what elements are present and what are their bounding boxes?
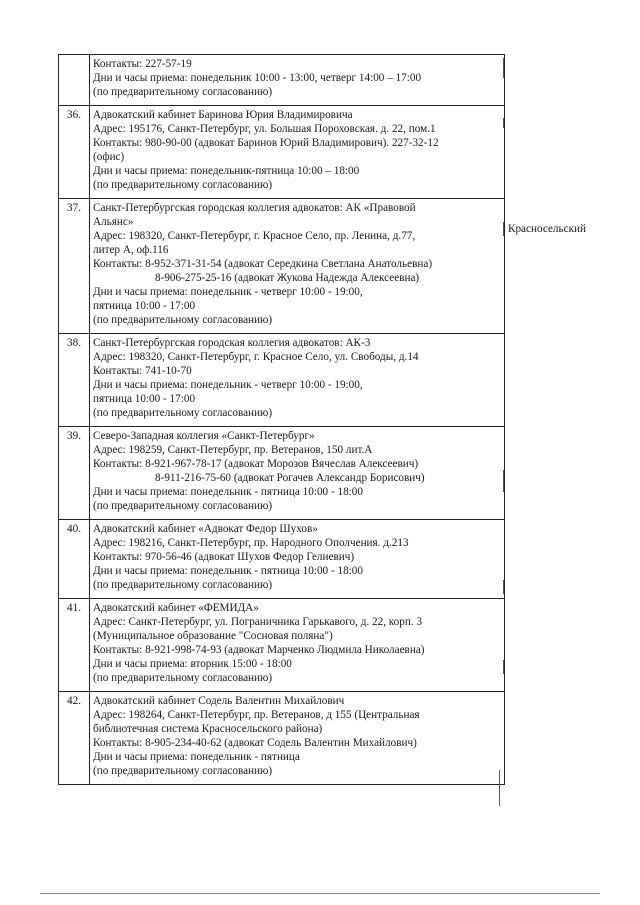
entry-line: (по предварительному согласованию) (93, 672, 273, 684)
entry-number: 38. (59, 334, 90, 427)
entry-line: литер А, оф.116 (93, 244, 169, 256)
entry-line: (по предварительному согласованию) (93, 314, 273, 326)
entry-number: 40. (59, 520, 90, 599)
entry-line: Дни и часы приема: понедельник-пятница 10:00 – 18:00 (93, 165, 360, 177)
entry-line: (по предварительному согласованию) (93, 579, 273, 591)
entry-line: (по предварительному согласованию) (93, 86, 273, 98)
entry-line: Адрес: Санкт-Петербург, ул. Пограничника Гарькавого, д. 22, корп. 3 (93, 616, 423, 628)
entry-details (90, 106, 505, 199)
table-row (59, 599, 505, 692)
entry-line: (по предварительному согласованию) (93, 407, 273, 419)
entry-line: (Муниципальное образование "Сосновая поляна") (93, 630, 333, 642)
entry-line: Адрес: 198264, Санкт-Петербург, пр. Ветеранов, д 155 (Центральная (93, 709, 420, 721)
scan-line (503, 118, 504, 128)
entry-details (90, 692, 505, 785)
scan-line (499, 770, 500, 806)
entry-line: Дни и часы приема: понедельник - пятница 10:00 - 18:00 (93, 565, 363, 577)
entry-line: Контакты: 8-905-234-40-62 (адвокат Содель Валентин Михайлович) (93, 737, 417, 749)
entry-line: Адвокатский кабинет Содель Валентин Михайлович (93, 695, 345, 707)
entry-line: Адрес: 198320, Санкт-Петербург, г. Красное Село, пр. Ленина, д.77, (93, 230, 416, 242)
entry-line: Адрес: 198216, Санкт-Петербург, пр. Народного Ополчения. д.213 (93, 537, 409, 549)
entry-line: Контакты: 741-10-70 (93, 365, 192, 377)
entry-number (59, 55, 90, 106)
entry-line: (по предварительному согласованию) (93, 179, 273, 191)
entry-number: 37. (59, 199, 90, 334)
table-row (59, 427, 505, 520)
entry-line: пятница 10:00 - 17:00 (93, 393, 196, 405)
lawyers-table (58, 54, 505, 785)
entry-number: 39. (59, 427, 90, 520)
entry-line: Северо-Западная коллегия «Санкт-Петербург» (93, 430, 315, 442)
entry-line: 8-911-216-75-60 (адвокат Рогачев Александр Борисович) (155, 472, 425, 484)
entry-line: Дни и часы приема: понедельник - четверг 10:00 - 19:00, (93, 379, 363, 391)
entry-number: 41. (59, 599, 90, 692)
entry-line: Адрес: 198320, Санкт-Петербург, г. Красное Село, ул. Свободы, д.14 (93, 351, 419, 363)
entry-number: 42. (59, 692, 90, 785)
entry-line: Контакты: 8-952-371-31-54 (адвокат Середкина Светлана Анатольевна) (93, 258, 433, 270)
table-row (59, 520, 505, 599)
page-bottom-rule (40, 893, 600, 894)
scan-line (503, 660, 504, 674)
table-row (59, 199, 505, 334)
entry-line: Контакты: 227-57-19 (93, 58, 192, 70)
scan-line (503, 580, 504, 594)
entry-number: 36. (59, 106, 90, 199)
scan-line (503, 470, 504, 492)
entry-details (90, 427, 505, 520)
entry-line: (по предварительному согласованию) (93, 765, 273, 777)
entry-line: Санкт-Петербургская городская коллегия адвокатов: АК-3 (93, 337, 371, 349)
entry-line: (по предварительному согласованию) (93, 500, 273, 512)
district-label: Красносельский (508, 223, 586, 235)
entry-line: Адрес: 198259, Санкт-Петербург, пр. Ветеранов, 150 лит.А (93, 444, 373, 456)
entry-line: библиотечная система Красносельского района) (93, 723, 323, 735)
entry-line: Дни и часы приема: понедельник - пятница (93, 751, 300, 763)
entry-details (90, 334, 505, 427)
entry-line: 8-906-275-25-16 (адвокат Жукова Надежда Алексеевна) (155, 272, 420, 284)
entry-details (90, 599, 505, 692)
table-row (59, 106, 505, 199)
entry-line: Санкт-Петербургская городская коллегия адвокатов: АК «Правовой (93, 202, 416, 214)
entry-line: Адрес: 195176, Санкт-Петербург, ул. Большая Пороховская. д. 22, пом.1 (93, 123, 436, 135)
entry-details (90, 55, 505, 106)
table-row (59, 55, 505, 106)
entry-line: Альянс» (93, 216, 134, 228)
entry-line: Дни и часы приема: понедельник - четверг 10:00 - 19:00, (93, 286, 363, 298)
table-row (59, 692, 505, 785)
entry-line: Адвокатский кабинет «ФЕМИДА» (93, 602, 259, 614)
entry-line: Контакты: 8-921-998-74-93 (адвокат Марченко Людмила Николаевна) (93, 644, 425, 656)
entry-line: Контакты: 8-921-967-78-17 (адвокат Морозов Вячеслав Алексеевич) (93, 458, 419, 470)
entry-line: Адвокатский кабинет «Адвокат Федор Шухов» (93, 523, 318, 535)
entry-line: Адвокатский кабинет Баринова Юрия Владимировича (93, 109, 353, 121)
entry-line: Дни и часы приема: понедельник 10:00 - 13:00, четверг 14:00 – 17:00 (93, 72, 422, 84)
entry-line: (офис) (93, 151, 125, 163)
entry-line: Дни и часы приема: понедельник - пятница 10:00 - 18:00 (93, 486, 363, 498)
entry-line: Контакты: 980-90-00 (адвокат Баринов Юрий Владимирович). 227-32-12 (93, 137, 439, 149)
table-row (59, 334, 505, 427)
entry-line: Дни и часы приема: вторник 15:00 - 18:00 (93, 658, 292, 670)
entry-details (90, 520, 505, 599)
entry-line: пятница 10:00 - 17:00 (93, 300, 196, 312)
scan-line (503, 222, 504, 236)
entry-details (90, 199, 505, 334)
entry-line: Контакты: 970-56-46 (адвокат Шухов Федор Гелиевич) (93, 551, 355, 563)
scan-line (503, 58, 504, 78)
